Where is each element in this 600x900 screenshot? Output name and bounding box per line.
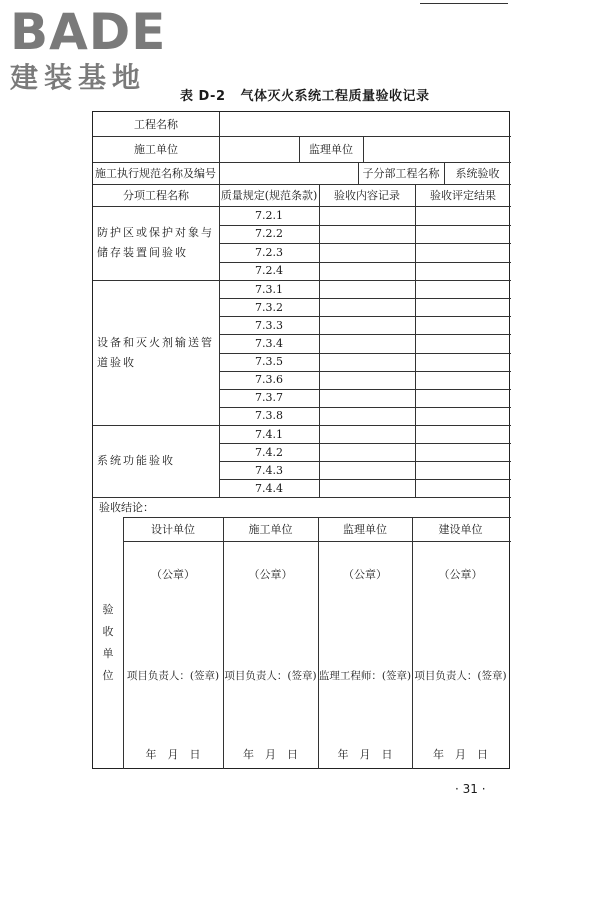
grid-line bbox=[93, 425, 511, 426]
logo-brand-text: BADE bbox=[10, 3, 167, 61]
supervision-unit-date: 年 月 日 bbox=[337, 748, 393, 761]
grid-line bbox=[219, 184, 220, 497]
clause-cell: 7.3.5 bbox=[255, 355, 283, 369]
grid-line bbox=[93, 497, 511, 498]
clause-cell: 7.2.2 bbox=[255, 227, 283, 241]
grid-line bbox=[299, 136, 300, 162]
table-code: 表 D-2 bbox=[180, 89, 226, 104]
grid-line bbox=[219, 316, 511, 317]
conclusion-label: 验收结论： bbox=[99, 501, 154, 514]
grid-line bbox=[219, 298, 511, 299]
owner-unit-date: 年 月 日 bbox=[433, 748, 488, 761]
standard-name-label: 施工执行规范名称及编号 bbox=[95, 167, 216, 180]
design-unit-date: 年 月 日 bbox=[145, 748, 201, 761]
page-number: · 31 · bbox=[455, 782, 486, 796]
clause-cell: 7.4.3 bbox=[255, 463, 283, 477]
grid-line bbox=[219, 461, 511, 462]
grid-line bbox=[123, 541, 511, 542]
form-title bbox=[180, 85, 480, 104]
grid-line bbox=[93, 184, 511, 185]
grid-line bbox=[123, 517, 511, 518]
group-pipeline-acceptance: 设备和灭火剂输送管道验收 bbox=[97, 335, 214, 369]
grid-line bbox=[223, 517, 224, 769]
clause-cell: 7.3.6 bbox=[255, 373, 283, 387]
col-record-header: 验收内容记录 bbox=[334, 189, 400, 202]
construction-unit-seal: （公章） bbox=[248, 568, 293, 581]
clause-cell: 7.4.4 bbox=[255, 481, 283, 495]
supervision-unit-name: 监理单位 bbox=[343, 523, 387, 536]
acceptance-form bbox=[92, 111, 510, 769]
table-title: 气体灭火系统工程质量验收记录 bbox=[240, 89, 430, 104]
grid-line bbox=[358, 162, 359, 184]
acceptance-label-char: 验 bbox=[102, 603, 114, 616]
sub-project-value: 系统验收 bbox=[455, 167, 500, 180]
clause-cell: 7.4.1 bbox=[255, 427, 283, 441]
top-rule bbox=[420, 3, 508, 4]
acceptance-label-char: 单 bbox=[102, 647, 114, 660]
grid-line bbox=[219, 334, 511, 335]
design-unit-seal: （公章） bbox=[151, 568, 195, 581]
owner-unit-seal: （公章） bbox=[438, 568, 483, 581]
design-unit-sign: 项目负责人：(签章) bbox=[126, 669, 220, 682]
design-unit-name: 设计单位 bbox=[151, 523, 195, 536]
clause-cell: 7.3.7 bbox=[255, 391, 283, 405]
construction-unit-label: 施工单位 bbox=[134, 143, 178, 156]
clause-cell: 7.2.4 bbox=[255, 264, 283, 278]
clause-cell: 7.3.2 bbox=[255, 300, 283, 314]
supervision-unit-seal: （公章） bbox=[343, 568, 387, 581]
sub-project-label: 子分部工程名称 bbox=[362, 167, 440, 180]
grid-line bbox=[219, 371, 511, 372]
grid-line bbox=[219, 112, 220, 184]
grid-line bbox=[415, 184, 416, 497]
clause-cell: 7.3.4 bbox=[255, 336, 283, 350]
grid-line bbox=[412, 517, 413, 769]
group-function-acceptance: 系统功能验收 bbox=[97, 454, 175, 467]
col-quality-header: 质量规定(规范条款) bbox=[220, 189, 318, 202]
clause-cell: 7.2.3 bbox=[255, 245, 283, 259]
project-name-label: 工程名称 bbox=[134, 118, 178, 131]
clause-cell: 7.3.1 bbox=[255, 282, 283, 296]
acceptance-label-char: 位 bbox=[102, 669, 114, 682]
owner-unit-name: 建设单位 bbox=[438, 523, 483, 536]
site-logo bbox=[8, 4, 178, 96]
supervision-unit-sign: 监理工程师：(签章) bbox=[318, 669, 412, 682]
grid-line bbox=[363, 136, 364, 162]
grid-line bbox=[219, 225, 511, 226]
clause-cell: 7.3.8 bbox=[255, 409, 283, 423]
acceptance-units-label bbox=[93, 517, 123, 769]
grid-line bbox=[219, 243, 511, 244]
grid-line bbox=[219, 262, 511, 263]
grid-line bbox=[123, 517, 124, 769]
grid-line bbox=[318, 517, 319, 769]
clause-cell: 7.2.1 bbox=[255, 208, 283, 222]
clause-cell: 7.4.2 bbox=[255, 445, 283, 459]
owner-unit-sign: 项目负责人：(签章) bbox=[414, 669, 507, 682]
grid-line bbox=[219, 479, 511, 480]
grid-line bbox=[444, 162, 445, 184]
grid-line bbox=[219, 353, 511, 354]
grid-line bbox=[319, 184, 320, 497]
grid-line bbox=[93, 136, 511, 137]
construction-unit-name: 施工单位 bbox=[248, 523, 293, 536]
grid-line bbox=[219, 407, 511, 408]
construction-unit-date: 年 月 日 bbox=[243, 748, 298, 761]
construction-unit-sign: 项目负责人：(签章) bbox=[224, 669, 317, 682]
col-item-header: 分项工程名称 bbox=[123, 189, 189, 202]
group-storage-acceptance: 防护区或保护对象与储存装置间验收 bbox=[97, 226, 214, 259]
grid-line bbox=[93, 280, 511, 281]
grid-line bbox=[93, 162, 511, 163]
clause-cell: 7.3.3 bbox=[255, 318, 283, 332]
logo-cn-text: 建装基地 bbox=[10, 61, 147, 94]
supervision-unit-label: 监理单位 bbox=[309, 143, 353, 156]
grid-line bbox=[93, 206, 511, 207]
col-result-header: 验收评定结果 bbox=[430, 189, 496, 202]
acceptance-label-char: 收 bbox=[102, 625, 114, 638]
grid-line bbox=[219, 443, 511, 444]
grid-line bbox=[219, 389, 511, 390]
